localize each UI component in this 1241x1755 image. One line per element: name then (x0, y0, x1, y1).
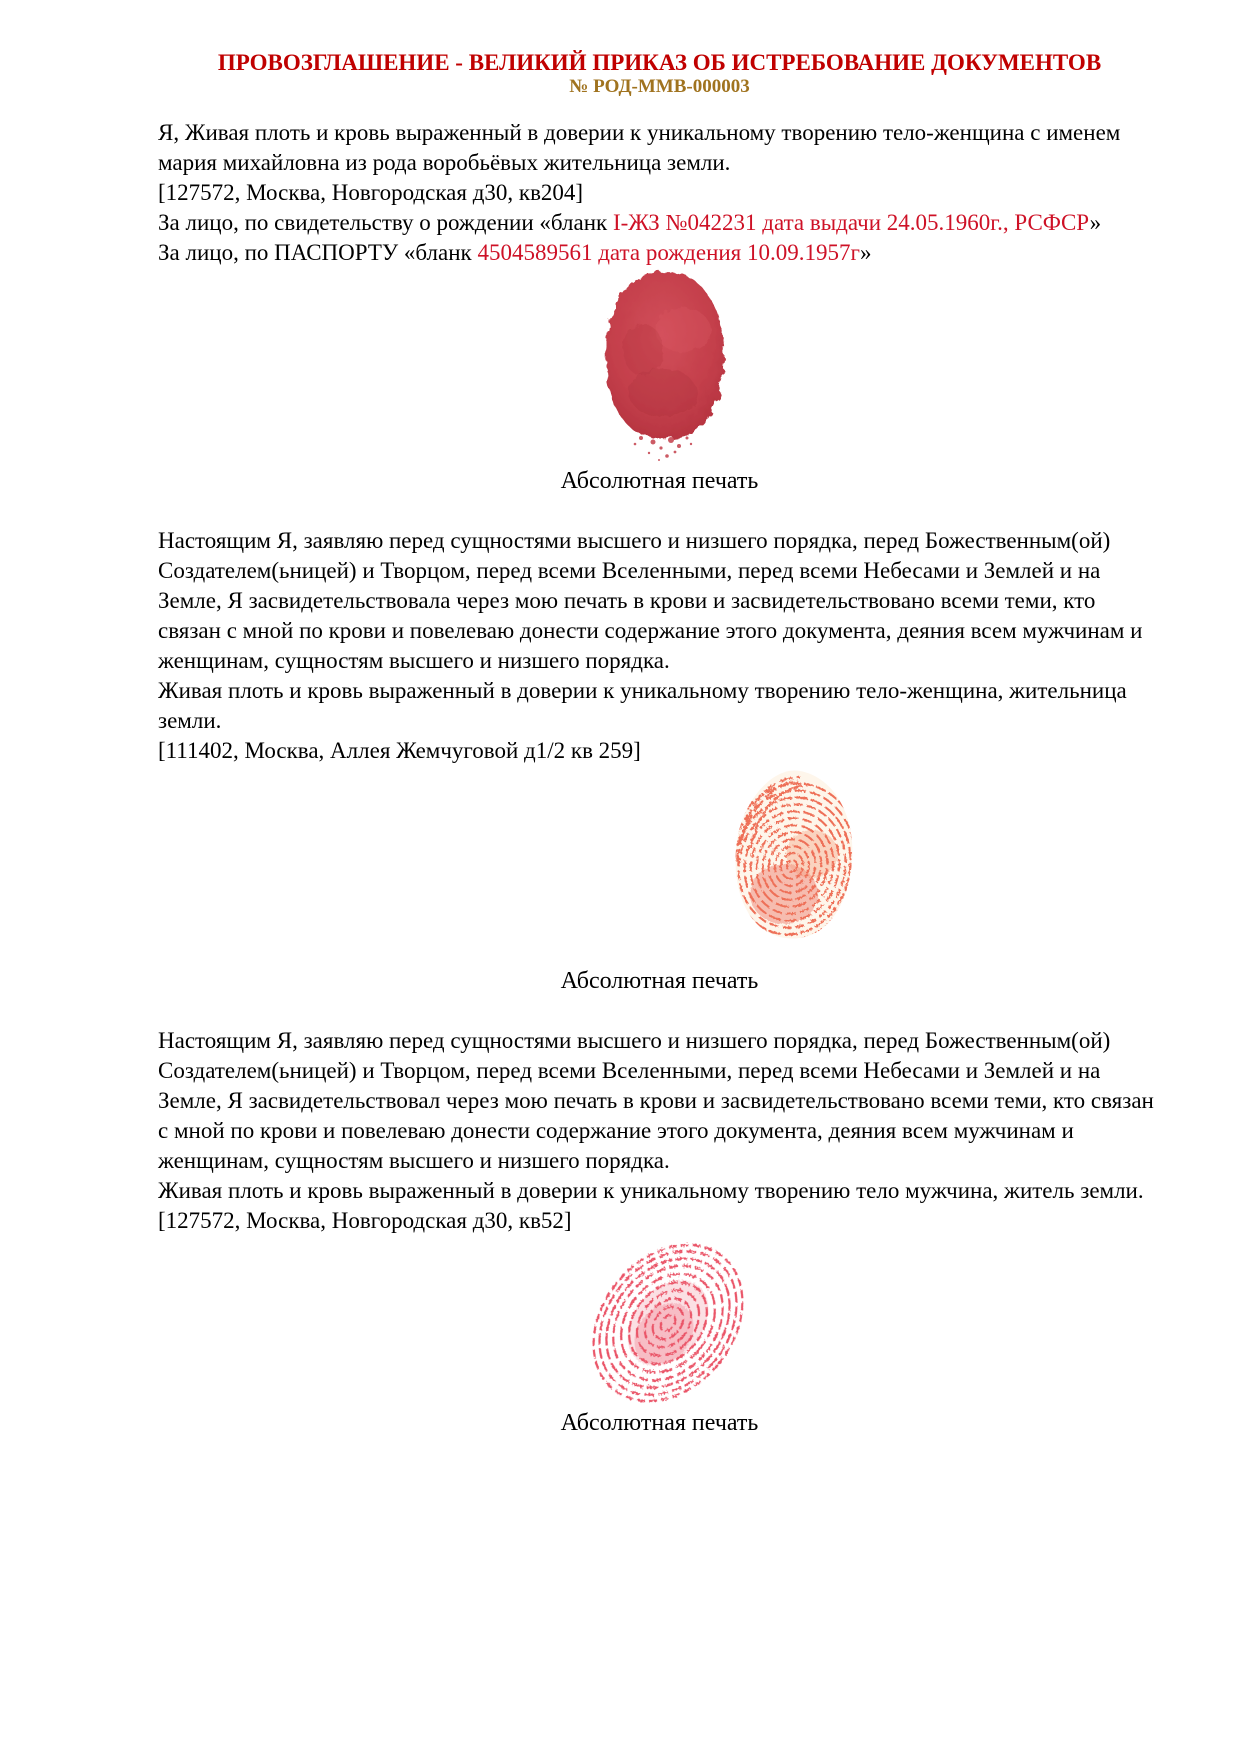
ink-spatter (634, 436, 693, 461)
fingerprint-stamp-1 (601, 268, 729, 464)
declarant-address: [127572, Москва, Новгородская д30, кв204] (158, 180, 584, 205)
birth-certificate-value: I-ЖЗ №042231 дата выдачи 24.05.1960г., РСФСР (612, 210, 1090, 235)
passport-value: 4504589561 дата рождения 10.09.1957г (477, 240, 860, 265)
declaration-3-subject: Живая плоть и кровь выраженный в доверии к уникальному творению тело мужчина, житель земли. (158, 1178, 1144, 1203)
fingerprint-stamp-2 (728, 768, 856, 950)
declarant-intro: Я, Живая плоть и кровь выраженный в доверии к уникальному творению тело-женщина с именем мария михайловна из рода воробьёвых жительница земли. (158, 120, 1121, 175)
passport-prefix: За лицо, по ПАСПОРТУ «бланк (158, 240, 478, 265)
stamp-caption-3: Абсолютная печать (560, 1410, 759, 1436)
declaration-1 (158, 118, 1161, 268)
fingerprint-image-2 (728, 768, 856, 950)
declaration-2-address: [111402, Москва, Аллея Жемчуговой д1/2 кв 259] (158, 738, 641, 763)
birth-certificate-prefix: За лицо, по свидетельству о рождении «бланк (158, 210, 613, 235)
document-title: ПРОВОЗГЛАШЕНИЕ - ВЕЛИКИЙ ПРИКАЗ ОБ ИСТРЕБОВАНИЕ ДОКУМЕНТОВ (217, 50, 1102, 75)
declaration-2-body: Настоящим Я, заявляю перед сущностями высшего и низшего порядка, перед Божественным(ой) Создателем(ьницей) и Творцом, перед всеми Вселенными, перед всеми Небесами и Землей и на Земле, Я засвидетельствовала через мою печать в крови и засвидетельствовано всеми теми, кто связан с мной по крови и повелеваю донести содержание этого документа, деяния всем мужчинам и женщинам, сущностям высшего и низшего порядка. (158, 528, 1143, 673)
stamp-caption-2: Абсолютная печать (560, 968, 759, 994)
fingerprint-image-3 (568, 1238, 768, 1408)
declaration-2-subject: Живая плоть и кровь выраженный в доверии к уникальному творению тело-женщина, жительница земли. (158, 678, 1127, 733)
passport-line (158, 238, 1161, 268)
birth-certificate-line (158, 208, 1161, 238)
declaration-3-address: [127572, Москва, Новгородская д30, кв52] (158, 1208, 572, 1233)
declaration-3-body: Настоящим Я, заявляю перед сущностями высшего и низшего порядка, перед Божественным(ой) Создателем(ьницей) и Творцом, перед всеми Вселенными, перед всеми Небесами и Землей и на Земле, Я засвидетельствовал через мою печать в крови и засвидетельствовано всеми теми, кто связан с мной по крови и повелеваю донести содержание этого документа, деяния всем мужчинам и женщинам, сущностям высшего и низшего порядка. (158, 1028, 1154, 1173)
fingerprint-image-1 (601, 268, 729, 464)
birth-certificate-suffix: » (1089, 210, 1102, 235)
passport-suffix: » (859, 240, 872, 265)
declaration-3 (158, 1026, 1161, 1236)
fingerprint-stamp-3 (568, 1238, 768, 1408)
stamp-caption-1: Абсолютная печать (560, 468, 759, 494)
document-number: № РОД-ММВ-000003 (569, 76, 750, 97)
declaration-2 (158, 526, 1161, 766)
